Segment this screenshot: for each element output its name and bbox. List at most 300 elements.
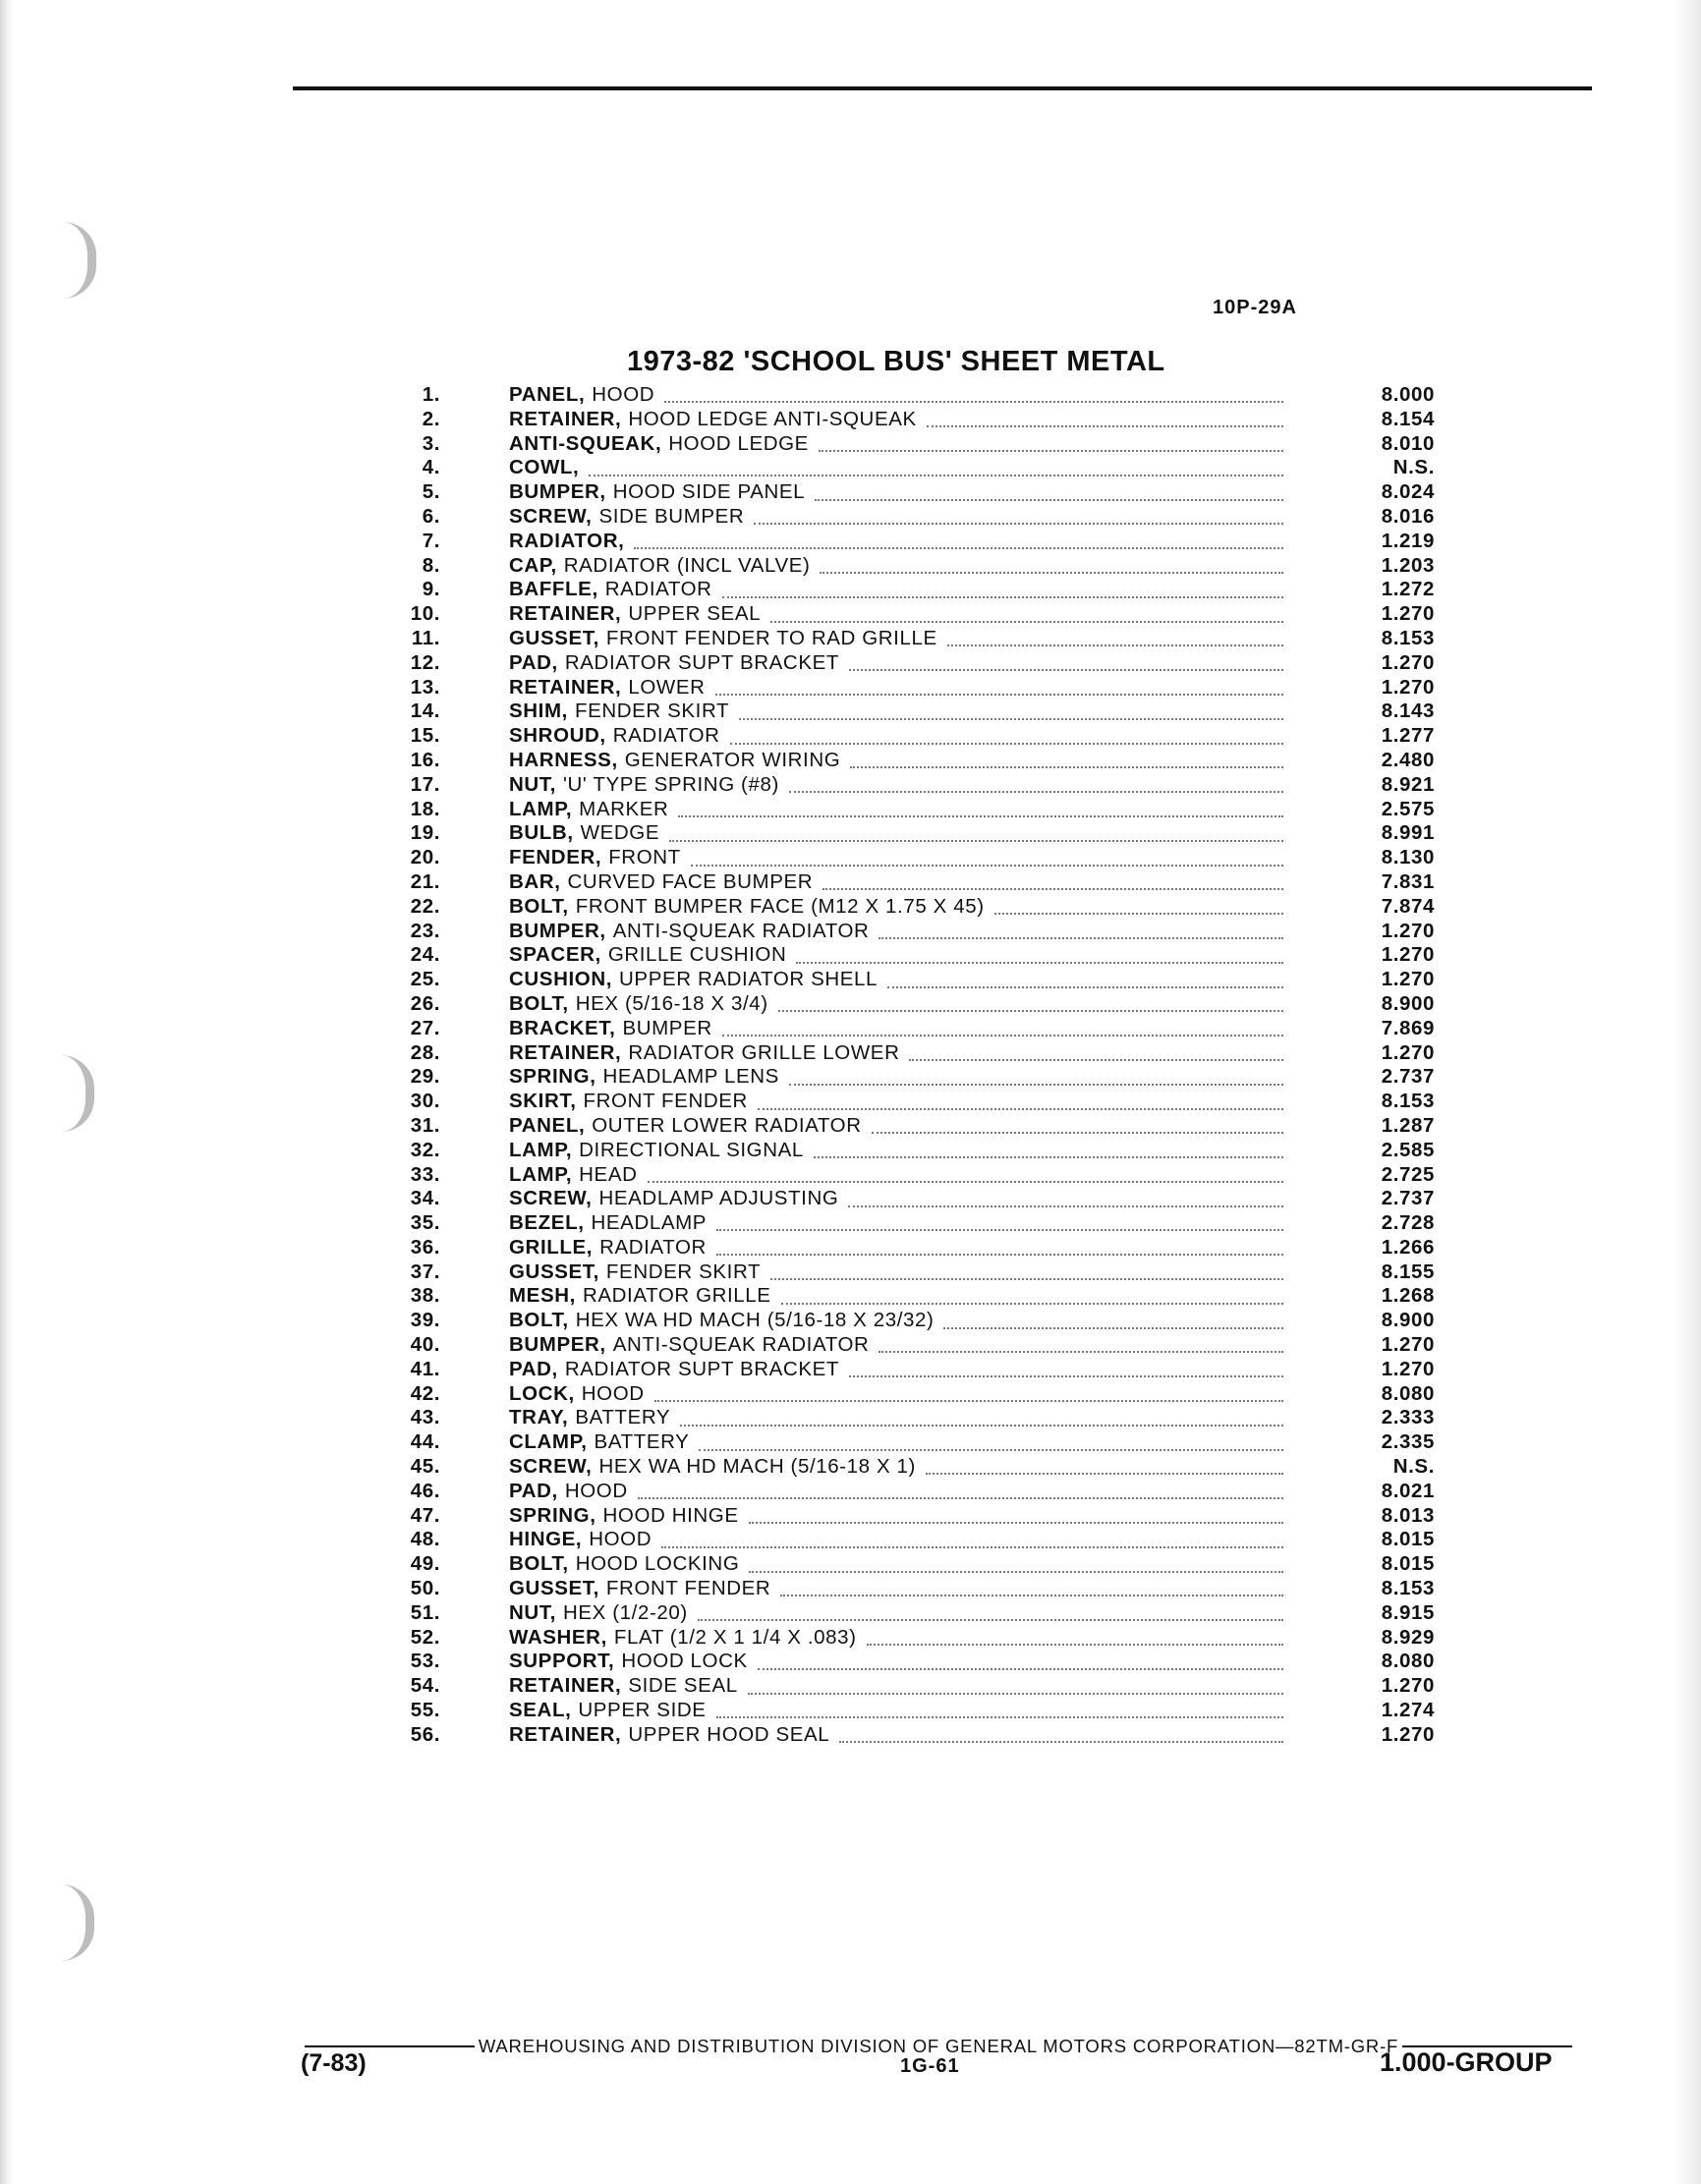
part-detail: FENDER SKIRT [574,700,730,723]
part-group-number: 1.268 [1381,1284,1435,1308]
part-row [393,943,1435,968]
part-number: 27. [410,1016,440,1039]
part-number: 21. [410,869,440,893]
dot-leader [758,1668,1283,1670]
dot-leader [887,986,1283,988]
part-number: 2. [422,407,440,430]
part-group-number: 1.270 [1381,968,1435,991]
part-number: 3. [422,431,440,455]
part-name: BAR, [509,869,561,893]
dot-leader [716,1716,1283,1718]
part-group-number: 1.270 [1381,675,1435,699]
part-name: SUPPORT, [509,1650,615,1673]
part-number: 41. [410,1357,440,1380]
part-number: 25. [410,968,440,991]
part-group-number: 1.270 [1381,1722,1435,1746]
part-description [509,1723,1287,1748]
part-number: 7. [422,529,440,552]
part-row [393,1406,1435,1430]
footer-page-number: 1G-61 [900,2055,960,2077]
part-number: 5. [422,480,440,504]
part-description [509,554,1287,579]
part-detail: FRONT FENDER TO RAD GRILLE [605,626,937,649]
part-description [509,1065,1287,1090]
part-description [509,456,1287,480]
part-description [509,1041,1287,1066]
footer-rule-left [305,2045,475,2047]
part-detail: UPPER RADIATOR SHELL [619,968,879,991]
part-detail: HEAD [579,1162,638,1186]
part-description [509,1626,1287,1651]
dot-leader [634,547,1283,549]
part-group-number: 7.874 [1381,894,1435,918]
part-detail: FRONT FENDER [583,1090,748,1113]
part-number: 30. [410,1090,440,1113]
part-name: LAMP, [509,1138,573,1161]
part-description [509,724,1287,749]
part-row [393,749,1435,773]
part-group-number: 2.728 [1381,1211,1435,1235]
part-number: 33. [410,1162,440,1186]
part-detail: RADIATOR [604,578,712,601]
dot-leader [778,1010,1283,1012]
part-number: 13. [410,675,440,699]
part-description [509,1480,1287,1504]
part-description [509,798,1287,822]
part-row [393,383,1435,408]
part-detail: MARKER [579,797,669,820]
part-number: 10. [410,602,440,626]
part-group-number: 8.015 [1381,1552,1435,1576]
part-row [393,1139,1435,1163]
dot-leader [648,1181,1284,1183]
part-name: SKIRT, [509,1090,577,1113]
part-row [393,1552,1435,1577]
part-detail: LOWER [628,675,706,699]
dot-leader [872,1132,1283,1134]
part-detail: OUTER LOWER RADIATOR [592,1113,862,1137]
part-description [509,821,1287,846]
part-row [393,821,1435,846]
footer-group: 1.000-GROUP [1380,2047,1553,2077]
dot-leader [680,1425,1283,1427]
part-name: PAD, [509,1357,558,1380]
part-description [509,530,1287,554]
part-detail: UPPER HOOD SEAL [628,1722,830,1746]
part-description [509,383,1287,408]
part-number: 22. [410,894,440,918]
part-description [509,408,1287,432]
part-detail: HOOD LOCK [621,1650,748,1673]
dot-leader [758,1108,1283,1110]
dot-leader [754,523,1283,525]
part-name: PANEL, [509,383,586,406]
part-description [509,968,1287,992]
part-detail: FLAT (1/2 X 1 1/4 X .083) [613,1625,857,1649]
part-number: 43. [410,1406,440,1429]
part-number: 34. [410,1187,440,1210]
part-number: 6. [422,504,440,528]
part-description [509,432,1287,457]
dot-leader [849,669,1283,671]
part-detail: HOOD LEDGE [668,431,809,455]
dot-leader [850,766,1283,768]
binder-hole-top [63,222,96,299]
part-name: RETAINER, [509,602,622,626]
part-name: BUMPER, [509,480,606,504]
part-detail: HEX WA HD MACH (5/16-18 X 1) [598,1455,916,1479]
part-row [393,1504,1435,1529]
dot-leader [770,1278,1283,1280]
part-row [393,700,1435,724]
part-row [393,1723,1435,1748]
part-description [509,920,1287,944]
part-number: 20. [410,846,440,869]
part-detail: UPPER SIDE [578,1699,707,1722]
part-description [509,773,1287,798]
part-detail: RADIATOR GRILLE [582,1284,771,1308]
part-row [393,1090,1435,1114]
dot-leader [815,499,1283,501]
part-number: 35. [410,1211,440,1235]
part-group-number: 2.585 [1381,1138,1435,1161]
part-name: LAMP, [509,797,573,820]
part-name: FENDER, [509,846,602,869]
binder-hole-bottom [61,1884,94,1961]
part-group-number: 7.831 [1381,869,1435,893]
part-detail: SIDE BUMPER [598,504,745,528]
dot-leader [943,1327,1283,1329]
part-group-number: 1.270 [1381,1040,1435,1064]
part-detail: GENERATOR WIRING [624,748,841,771]
dot-leader [730,743,1283,745]
part-name: BOLT, [509,1309,569,1332]
part-row [393,1480,1435,1504]
part-group-number: 1.270 [1381,1674,1435,1698]
dot-leader [661,1546,1283,1548]
part-group-number: 8.130 [1381,846,1435,869]
part-number: 19. [410,821,440,845]
part-name: GUSSET, [509,626,599,649]
part-group-number: 8.915 [1381,1600,1435,1624]
part-name: SCREW, [509,1455,593,1479]
part-row [393,530,1435,554]
part-number: 28. [410,1040,440,1064]
part-group-number: 8.080 [1381,1381,1435,1405]
part-description [509,1528,1287,1552]
part-row [393,456,1435,480]
part-name: BUMPER, [509,919,606,942]
dot-leader [927,425,1283,427]
part-row [393,1309,1435,1333]
part-group-number: 1.270 [1381,919,1435,942]
part-description [509,895,1287,920]
part-number: 24. [410,943,440,967]
part-row [393,627,1435,651]
part-row [393,1430,1435,1455]
part-row [393,1455,1435,1480]
part-description [509,1333,1287,1358]
part-number: 32. [410,1138,440,1161]
dot-leader [749,1522,1283,1524]
part-name: CUSHION, [509,968,613,991]
dot-leader [780,1595,1283,1596]
part-row [393,480,1435,505]
part-number: 9. [422,578,440,601]
dot-leader [722,1035,1283,1036]
part-name: RETAINER, [509,1722,622,1746]
part-description [509,1163,1287,1188]
part-row [393,724,1435,749]
part-name: SPRING, [509,1503,596,1527]
part-group-number: 2.575 [1381,797,1435,820]
dot-leader [820,572,1283,574]
part-detail: HEADLAMP LENS [602,1065,779,1089]
part-group-number: 1.274 [1381,1699,1435,1722]
part-group-number: 1.270 [1381,1357,1435,1380]
part-group-number: 8.929 [1381,1625,1435,1649]
part-group-number: 8.016 [1381,504,1435,528]
part-number: 48. [410,1528,440,1551]
part-name: CLAMP, [509,1430,588,1454]
part-group-number: 1.272 [1381,578,1435,601]
part-detail: FRONT BUMPER FACE (M12 X 1.75 X 45) [575,894,985,918]
dot-leader [654,1400,1283,1402]
part-description [509,749,1287,773]
part-row [393,846,1435,870]
part-group-number: N.S. [1392,1455,1435,1479]
dot-leader [789,1084,1283,1086]
part-description [509,846,1287,870]
part-number: 14. [410,700,440,723]
part-group-number: 2.335 [1381,1430,1435,1454]
part-group-number: 8.154 [1381,407,1435,430]
part-description [509,651,1287,676]
part-detail: RADIATOR GRILLE LOWER [628,1040,900,1064]
part-group-number: 1.270 [1381,943,1435,967]
dot-leader [947,644,1283,646]
part-name: SPRING, [509,1065,596,1089]
part-number: 47. [410,1503,440,1527]
part-row [393,1211,1435,1236]
part-row [393,1650,1435,1674]
part-group-number: N.S. [1392,456,1435,479]
part-name: ANTI-SQUEAK, [509,431,662,455]
part-detail: BUMPER [622,1016,712,1039]
part-group-number: 2.725 [1381,1162,1435,1186]
part-number: 1. [422,383,440,406]
part-detail: CURVED FACE BUMPER [567,869,814,893]
part-group-number: 8.000 [1381,383,1435,406]
part-name: RADIATOR, [509,529,625,552]
part-name: SEAL, [509,1699,572,1722]
part-row [393,408,1435,432]
part-number: 54. [410,1674,440,1698]
parts-list [393,383,1435,1748]
part-description [509,1552,1287,1577]
part-description [509,627,1287,651]
part-group-number: 8.024 [1381,480,1435,504]
part-detail: HOOD HINGE [602,1503,739,1527]
part-name: NUT, [509,1600,556,1624]
part-name: BRACKET, [509,1016,616,1039]
dot-leader [789,791,1283,793]
part-name: BOLT, [509,991,569,1015]
part-detail: HOOD [592,383,655,406]
part-number: 31. [410,1113,440,1137]
part-row [393,1528,1435,1552]
part-number: 50. [410,1577,440,1600]
part-detail: FRONT [608,846,681,869]
part-row [393,1358,1435,1382]
part-description [509,992,1287,1017]
part-description [509,870,1287,895]
part-description [509,1577,1287,1601]
part-number: 40. [410,1333,440,1357]
part-group-number: 8.013 [1381,1503,1435,1527]
part-name: TRAY, [509,1406,569,1429]
part-number: 36. [410,1235,440,1259]
dot-leader [698,1619,1283,1621]
part-group-number: 8.991 [1381,821,1435,845]
part-number: 11. [411,626,440,649]
part-group-number: 8.143 [1381,700,1435,723]
part-name: BAFFLE, [509,578,598,601]
dot-leader [909,1059,1283,1061]
part-name: SPACER, [509,943,601,967]
part-detail: ANTI-SQUEAK RADIATOR [612,919,870,942]
part-number: 26. [410,991,440,1015]
part-name: NUT, [509,772,556,796]
part-group-number: 8.155 [1381,1260,1435,1283]
part-number: 15. [410,724,440,748]
part-row [393,1601,1435,1626]
dot-leader [715,694,1283,696]
dot-leader [739,718,1283,720]
part-row [393,968,1435,992]
part-name: GUSSET, [509,1577,599,1600]
part-detail: BATTERY [594,1430,690,1454]
part-row [393,1626,1435,1651]
part-row [393,1674,1435,1699]
part-group-number: 1.203 [1381,553,1435,577]
part-number: 55. [410,1699,440,1722]
part-number: 52. [410,1625,440,1649]
part-row [393,578,1435,602]
part-description [509,1017,1287,1041]
part-row [393,1284,1435,1309]
part-detail: HOOD [564,1479,628,1502]
page-title: 1973-82 'SCHOOL BUS' SHEET METAL [627,346,1165,377]
part-description [509,1674,1287,1699]
dot-leader [867,1644,1283,1646]
part-name: GUSSET, [509,1260,599,1283]
page-edge-right [1673,0,1701,2184]
part-number: 45. [410,1455,440,1479]
part-group-number: 8.921 [1381,772,1435,796]
part-group-number: 8.153 [1381,626,1435,649]
footer-division-text: WAREHOUSING AND DISTRIBUTION DIVISION OF GENERAL MOTORS CORPORATION—82TM-GR-F [478,2036,1399,2056]
page-edge-left [0,0,14,2184]
part-number: 42. [410,1381,440,1405]
part-detail: SIDE SEAL [628,1674,738,1698]
part-group-number: 2.737 [1381,1065,1435,1089]
part-row [393,920,1435,944]
part-number: 38. [410,1284,440,1308]
part-group-number: 8.010 [1381,431,1435,455]
part-row [393,992,1435,1017]
part-description [509,943,1287,968]
part-group-number: 8.900 [1381,1309,1435,1332]
part-description [509,1260,1287,1285]
part-name: CAP, [509,553,557,577]
part-name: WASHER, [509,1625,607,1649]
dot-leader [839,1741,1283,1743]
dot-leader [926,1473,1283,1475]
part-row [393,554,1435,579]
dot-leader [770,621,1283,623]
part-row [393,773,1435,798]
part-name: BULB, [509,821,574,845]
dot-leader [879,1351,1283,1353]
dot-leader [722,596,1283,598]
part-number: 12. [410,650,440,674]
part-group-number: 1.277 [1381,724,1435,748]
dot-leader [822,888,1283,890]
dot-leader [669,840,1283,842]
dot-leader [781,1303,1283,1305]
part-group-number: 2.480 [1381,748,1435,771]
dot-leader [749,1571,1283,1573]
part-description [509,1309,1287,1333]
dot-leader [849,1375,1283,1377]
part-row [393,1577,1435,1601]
top-rule [293,86,1592,90]
part-name: RETAINER, [509,1674,622,1698]
dot-leader [716,1254,1283,1256]
part-group-number: 1.270 [1381,1333,1435,1357]
part-description [509,1114,1287,1139]
part-detail: HEX WA HD MACH (5/16-18 X 23/32) [575,1309,935,1332]
part-detail: FENDER SKIRT [605,1260,762,1283]
dot-leader [678,815,1283,817]
part-name: PANEL, [509,1113,586,1137]
part-group-number: 2.737 [1381,1187,1435,1210]
part-description [509,1455,1287,1480]
part-detail: HOOD LOCKING [575,1552,740,1576]
part-name: SHROUD, [509,724,606,748]
part-name: RETAINER, [509,1040,622,1064]
part-row [393,1065,1435,1090]
part-number: 49. [410,1552,440,1576]
dot-leader [848,1205,1283,1207]
part-name: BOLT, [509,894,569,918]
dot-leader [589,475,1283,476]
part-group-number: 8.153 [1381,1090,1435,1113]
part-number: 8. [422,553,440,577]
part-number: 56. [410,1722,440,1746]
part-row [393,1187,1435,1211]
part-description [509,1139,1287,1163]
part-description [509,480,1287,505]
part-description [509,505,1287,530]
part-number: 53. [410,1650,440,1673]
part-detail: HEADLAMP ADJUSTING [598,1187,839,1210]
part-number: 46. [410,1479,440,1502]
part-detail: UPPER SEAL [628,602,762,626]
part-description [509,1236,1287,1260]
part-description [509,1430,1287,1455]
